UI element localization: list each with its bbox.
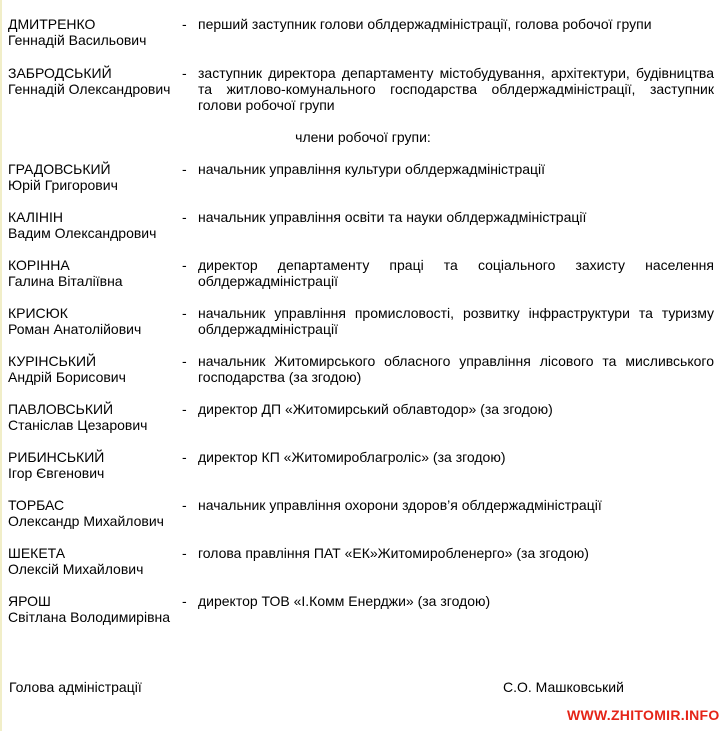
member-surname: КУРІНСЬКИЙ xyxy=(8,353,97,369)
member-role: директор КП «Житомироблагроліс» (за згодою) xyxy=(198,449,506,465)
member-dash: - xyxy=(182,497,187,513)
member-role: заступник директора департаменту містобудування, архітектури, будівництва та житлово-комунального господарства облдержадміністрації, заступник голови робочої групи xyxy=(198,65,714,113)
member-dash: - xyxy=(182,257,187,273)
member-given-names: Олександр Михайлович xyxy=(8,513,164,529)
member-name xyxy=(8,65,178,97)
member-role: голова правління ПАТ «ЕК»Житомиробленерго» (за згодою) xyxy=(198,545,589,561)
member-surname: ШЕКЕТА xyxy=(8,545,66,561)
member-given-names: Андрій Борисович xyxy=(8,369,126,385)
member-surname: РИБИНСЬКИЙ xyxy=(8,449,105,465)
member-given-names: Ігор Євгенович xyxy=(8,465,105,481)
member-name xyxy=(8,257,178,289)
member-role: начальник Житомирського обласного управління лісового та мисливського господарства (за згодою) xyxy=(198,353,714,385)
left-edge-strip xyxy=(0,0,2,731)
member-role: начальник управління охорони здоров’я облдержадміністрації xyxy=(198,497,602,513)
member-surname: КАЛІНІН xyxy=(8,209,63,225)
member-name xyxy=(8,161,178,193)
member-role: перший заступник голови облдержадміністрації, голова робочої групи xyxy=(198,16,652,32)
member-given-names: Юрій Григорович xyxy=(8,177,118,193)
member-dash: - xyxy=(182,209,187,225)
member-name xyxy=(8,305,178,337)
member-role: начальник управління освіти та науки облдержадміністрації xyxy=(198,209,587,225)
member-given-names: Роман Анатолійович xyxy=(8,321,142,337)
member-name xyxy=(8,401,178,433)
member-name xyxy=(8,209,178,241)
member-dash: - xyxy=(182,545,187,561)
member-name xyxy=(8,593,178,625)
member-surname: ТОРБАС xyxy=(8,497,65,513)
member-dash: - xyxy=(182,449,187,465)
member-given-names: Геннадій Олександрович xyxy=(8,81,171,97)
member-role: директор департаменту праці та соціального захисту населення облдержадміністрації xyxy=(198,257,714,289)
member-role: начальник управління культури облдержадміністрації xyxy=(198,161,546,177)
member-dash: - xyxy=(182,593,187,609)
member-surname: ДМИТРЕНКО xyxy=(8,16,96,32)
member-given-names: Станіслав Цезарович xyxy=(8,417,148,433)
member-dash: - xyxy=(182,65,187,81)
member-surname: ПАВЛОВСЬКИЙ xyxy=(8,401,114,417)
member-dash: - xyxy=(182,353,187,369)
member-dash: - xyxy=(182,16,187,32)
member-given-names: Геннадій Васильович xyxy=(8,32,147,48)
member-given-names: Світлана Володимирівна xyxy=(8,609,171,625)
signature-name: С.О. Машковський xyxy=(503,679,624,695)
member-surname: ЯРОШ xyxy=(8,593,51,609)
member-surname: ГРАДОВСЬКИЙ xyxy=(8,161,111,177)
member-surname: КОРІННА xyxy=(8,257,70,273)
member-given-names: Галина Віталіївна xyxy=(8,273,123,289)
members-subheading: члени робочої групи: xyxy=(295,129,431,145)
member-surname: ЗАБРОДСЬКИЙ xyxy=(8,65,112,81)
member-surname: КРИСЮК xyxy=(8,305,68,321)
member-name xyxy=(8,449,178,481)
member-name xyxy=(8,497,178,529)
signature-position: Голова адміністрації xyxy=(9,679,142,695)
member-given-names: Олексій Михайлович xyxy=(8,561,144,577)
member-dash: - xyxy=(182,161,187,177)
member-dash: - xyxy=(182,401,187,417)
member-role: директор ТОВ «І.Комм Енерджи» (за згодою) xyxy=(198,593,491,609)
member-role: начальник управління промисловості, розвитку інфраструктури та туризму облдержадміністрації xyxy=(198,305,714,337)
member-given-names: Вадим Олександрович xyxy=(8,225,157,241)
member-name xyxy=(8,353,178,385)
member-name xyxy=(8,16,178,48)
member-role: директор ДП «Житомирський облавтодор» (за згодою) xyxy=(198,401,553,417)
member-name xyxy=(8,545,178,577)
member-dash: - xyxy=(182,305,187,321)
site-watermark: WWW.ZHITOMIR.INFO xyxy=(567,707,720,723)
